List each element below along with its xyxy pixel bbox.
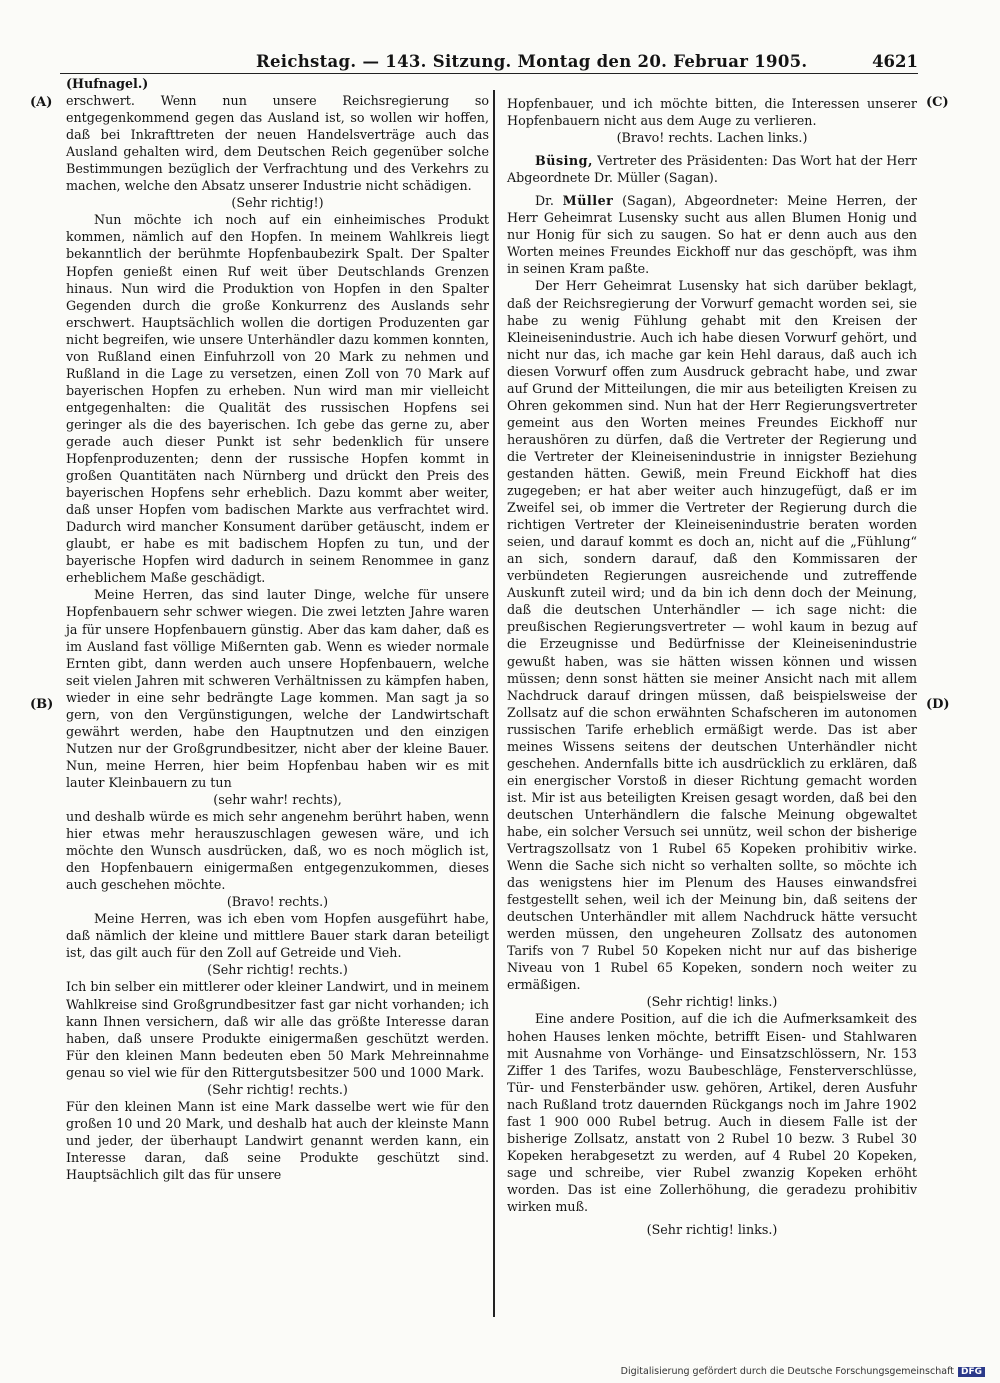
running-header <box>60 52 918 72</box>
margin-marker-a: (A) <box>30 95 53 110</box>
speaker-paragraph <box>507 152 917 186</box>
dfg-logo: DFG <box>958 1367 985 1377</box>
credit-text: Digitalisierung gefördert durch die Deutsche Forschungsgemeinschaft <box>620 1366 954 1377</box>
paragraph: Meine Herren, das sind lauter Dinge, welche für unsere Hopfenbauern sehr schwer wiegen. Die zwei letzten Jahre waren ja für unsere Hopfenbauern günstig. Aber das kam daher, daß es im Ausland fast völlige Mißernten gab. Wenn es wieder normale Ernten gibt, dann werden auch unsere Hopfenbauern, welche seit vielen Jahren mit schweren Verhältnissen zu kämpfen haben, wieder in eine sehr bedrängte Lage kommen. Man sagt ja so gern, von den Vergünstigungen, welche der Landwirtschaft gewährt werden, habe den Hauptnutzen und den einzigen Nutzen nur der Großgrundbesitzer, nicht aber der kleine Bauer. Nun, meine Herren, hier beim Hopfenbau haben wir es mit lauter Kleinbauern zu tun <box>66 587 489 790</box>
page-number: 4621 <box>872 52 918 71</box>
speaker-prefix: Dr. <box>535 193 554 209</box>
left-column <box>66 75 489 1183</box>
speaker-tag: (Hufnagel.) <box>66 76 149 91</box>
speaker-paragraph <box>507 192 917 277</box>
interjection: (Bravo! rechts. Lachen links.) <box>616 130 808 146</box>
interjection: (Sehr richtig! rechts.) <box>207 962 348 978</box>
paragraph: Eine andere Position, auf die ich die Aufmerksamkeit des hohen Hauses lenken möchte, betrifft Eisen- und Stahlwaren mit Ausnahme von Vorhänge- und Einsatzschlössern, Nr. 153 Ziffer 1 des Tarifes, wozu Baubeschläge, Fensterverschlüsse, Tür- und Fensterbänder usw. gehören, Artikel, deren Ausfuhr nach Rußland trotz dauernden Rückgangs noch im Jahre 1902 fast 1 900 000 Rubel betrug. Auch in diesem Falle ist der bisherige Zollsatz, anstatt von 2 Rubel 10 bezw. 3 Rubel 30 Kopeken herabgesetzt zu werden, auf 4 Rubel 20 Kopeken, sage und schreibe, vier Rubel zwanzig Kopeken erhöht worden. Das ist eine Zollerhöhung, die geradezu prohibitiv wirken muß. <box>507 1011 917 1214</box>
header-rule <box>60 73 918 74</box>
paragraph: Für den kleinen Mann ist eine Mark dasselbe wert wie für den großen 10 und 20 Mark, und deshalb hat auch der kleinste Mann und jeder, der überhaupt Landwirt genannt werden kann, ein Interesse daran, daß seine Produkte geschützt sind. Hauptsächlich gilt das für unsere <box>66 1098 489 1182</box>
speaker-name: Büsing, <box>535 153 593 169</box>
speaker-text: Vertreter des Präsidenten: Das Wort hat der Herr Abgeordnete Dr. Müller (Sagan). <box>507 153 917 186</box>
speaker-name: Müller <box>562 193 614 209</box>
paragraph: Der Herr Geheimrat Lusensky hat sich darüber beklagt, daß der Reichsregierung der Vorwurf gemacht worden sei, sie habe zu wenig Fühlung gehabt mit den Kreisen der Kleineisenindustrie. Auch ich habe diesen Vorwurf gehört, und nicht nur das, ich mache gar kein Hehl daraus, daß auch ich diesen Vorwurf offen zum Ausdruck gebracht habe, und zwar auf Grund der Mitteilungen, die mir aus beteiligten Kreisen zu Ohren gekommen sind. Nun hat der Herr Regierungsvertreter gemeint aus den Worten meines Freundes Eickhoff nur heraushören zu dürfen, daß die Vertreter der Regierung und die Vertreter der Kleineisenindustrie in innigster Beziehung gestanden hätten. Gewiß, mein Freund Eickhoff hat dies zugegeben; er hat aber weiter auch hinzugefügt, daß er im Zweifel sei, ob immer die Vertreter der Regierung durch die richtigen Vertreter der Kleineisenindustrie beraten worden seien, und darauf kommt es doch an, nicht auf die „Fühlung“ an sich, sondern darauf, daß den Kommissaren der verbündeten Regierungen ausreichende und zutreffende Auskunft zuteil wird; und da bin ich denn doch der Meinung, daß die deutschen Unterhändler — ich sage nicht: die preußischen Regierungsvertreter — wohl kaum in bezug auf die Erzeugnisse und Bedürfnisse der Kleineisenindustrie gewußt haben, was sie hätten wissen können und wissen müssen; denn sonst hätten sie meiner Ansicht nach mit allem Nachdruck darauf dringen müssen, daß beispielsweise der Zollsatz auf die schon erwähnten Schafscheren im autonomen russischen Tarife erheblich ermäßigt werde. Das ist aber meines Wissens seitens der deutschen Unterhändler nicht geschehen. Andernfalls bitte ich ausdrücklich zu erklären, daß ein energischer Vorstoß in dieser Richtung gemacht worden ist. Mir ist aus beteiligten Kreisen gesagt worden, daß bei den deutschen Unterhändlern die falsche Meinung obgewaltet habe, ein solcher Versuch sei unnütz, weil schon der bisherige Vertragszollsatz von 1 Rubel 65 Kopeken prohibitiv wirke. Wenn die Sache sich nicht so verhalten sollte, so möchte ich das wenigstens hier im Plenum des Hauses einwandsfrei festgestellt sehen, weil ich der Meinung bin, daß seitens der deutschen Unterhändler mit allem Nachdruck hätte versucht werden müssen, den ungeheuren Zollsatz des autonomen Tarifs von 7 Rubel 50 Kopeken nicht nur auf das bisherige Niveau von 1 Rubel 65 Kopeken, sondern noch weiter zu ermäßigen. <box>507 278 917 993</box>
interjection: (sehr wahr! rechts), <box>213 791 342 807</box>
paragraph: Nun möchte ich noch auf ein einheimisches Produkt kommen, nämlich auf den Hopfen. In meinem Wahlkreis liegt bekanntlich der berühmte Hopfenbaubezirk Spalt. Der Spalter Hopfen genießt einen Ruf weit über Deutschlands Grenzen hinaus. Nun wird die Produktion von Hopfen in den Spalter Gegenden durch die große Konkurrenz des Auslands sehr erschwert. Hauptsächlich wollen die dortigen Produzenten gar nicht begreifen, wie unsere Unterhändler dazu kommen konnten, von Rußland einen Einfuhrzoll von 20 Mark zu nehmen und Rußland in die Lage zu versetzen, einen Zoll von 70 Mark auf bayerischen Hopfen zu erheben. Nun wird man mir vielleicht entgegenhalten: die Qualität des russischen Hopfens sei geringer als die des bayerischen. Ich gebe das gerne zu, aber gerade auch dieser Punkt ist sehr bedenklich für unsere Hopfenproduzenten; denn der russische Hopfen kommt in großen Quantitäten nach Nürnberg und drückt den Preis des bayerischen Hopfens sehr erheblich. Dazu kommt aber weiter, daß unser Hopfen vom badischen Markte aus verfrachtet wird. Dadurch wird mancher Konsument darüber getäuscht, indem er glaubt, er habe es mit badischem Hopfen zu tun, und der bayerische Hopfen wird dadurch in seinem Renommee in ganz erheblichem Maße geschädigt. <box>66 212 489 586</box>
paragraph: erschwert. Wenn nun unsere Reichsregierung so entgegenkommend gegen das Ausland ist, so wollen wir hoffen, daß bei Inkrafttreten der neuen Handelsverträge auch das Ausland gehalten wird, dem Deutschen Reich gegenüber solche Bestimmungen bezüglich der Verfrachtung und des Verkehrs zu machen, welche den Absatz unserer Industrie nicht schädigen. <box>66 93 489 194</box>
interjection: (Sehr richtig! links.) <box>646 994 778 1010</box>
margin-marker-c: (C) <box>926 95 949 110</box>
paragraph: Ich bin selber ein mittlerer oder kleiner Landwirt, und in meinem Wahlkreise sind Großgrundbesitzer fast gar nicht vorhanden; ich kann Ihnen versichern, daß wir alle das größte Interesse daran haben, daß unsere Produkte einigermaßen geschützt werden. Für den kleinen Mann bedeuten eben 50 Mark Mehreinnahme genau so viel wie für den Rittergutsbesitzer 500 und 1000 Mark. <box>66 979 489 1080</box>
right-column <box>507 95 917 1238</box>
paragraph: und deshalb würde es mich sehr angenehm berührt haben, wenn hier etwas mehr herauszuschlagen gewesen wäre, und ich möchte den Wunsch ausdrücken, daß, wo es noch möglich ist, den Hopfenbauern einigermaßen entgegenzukommen, dieses auch geschehen möchte. <box>66 809 489 893</box>
interjection: (Sehr richtig!) <box>231 195 324 211</box>
speaker-text: (Sagan), Abgeordneter: Meine Herren, der Herr Geheimrat Lusensky sucht aus allen Blumen Honig und nur Honig für sich zu saugen. So hat er denn auch aus den Worten meines Freundes Eickhoff nur das geschöpft, was ihm in seinen Kram paßte. <box>507 193 917 277</box>
margin-marker-b: (B) <box>30 697 54 712</box>
running-title: Reichstag. — 143. Sitzung. Montag den 20. Februar 1905. <box>256 52 808 71</box>
digitization-credit <box>621 1366 985 1377</box>
interjection: (Bravo! rechts.) <box>226 894 329 910</box>
paragraph: Meine Herren, was ich eben vom Hopfen ausgeführt habe, daß nämlich der kleine und mittlere Bauer stark daran beteiligt ist, das gilt auch für den Zoll auf Getreide und Vieh. <box>66 911 489 961</box>
interjection: (Sehr richtig! links.) <box>646 1222 778 1238</box>
margin-marker-d: (D) <box>926 697 950 712</box>
paragraph: Hopfenbauer, und ich möchte bitten, die Interessen unserer Hopfenbauern nicht aus dem Auge zu verlieren. <box>507 96 917 129</box>
interjection: (Sehr richtig! rechts.) <box>207 1081 348 1097</box>
column-divider <box>493 90 495 1317</box>
